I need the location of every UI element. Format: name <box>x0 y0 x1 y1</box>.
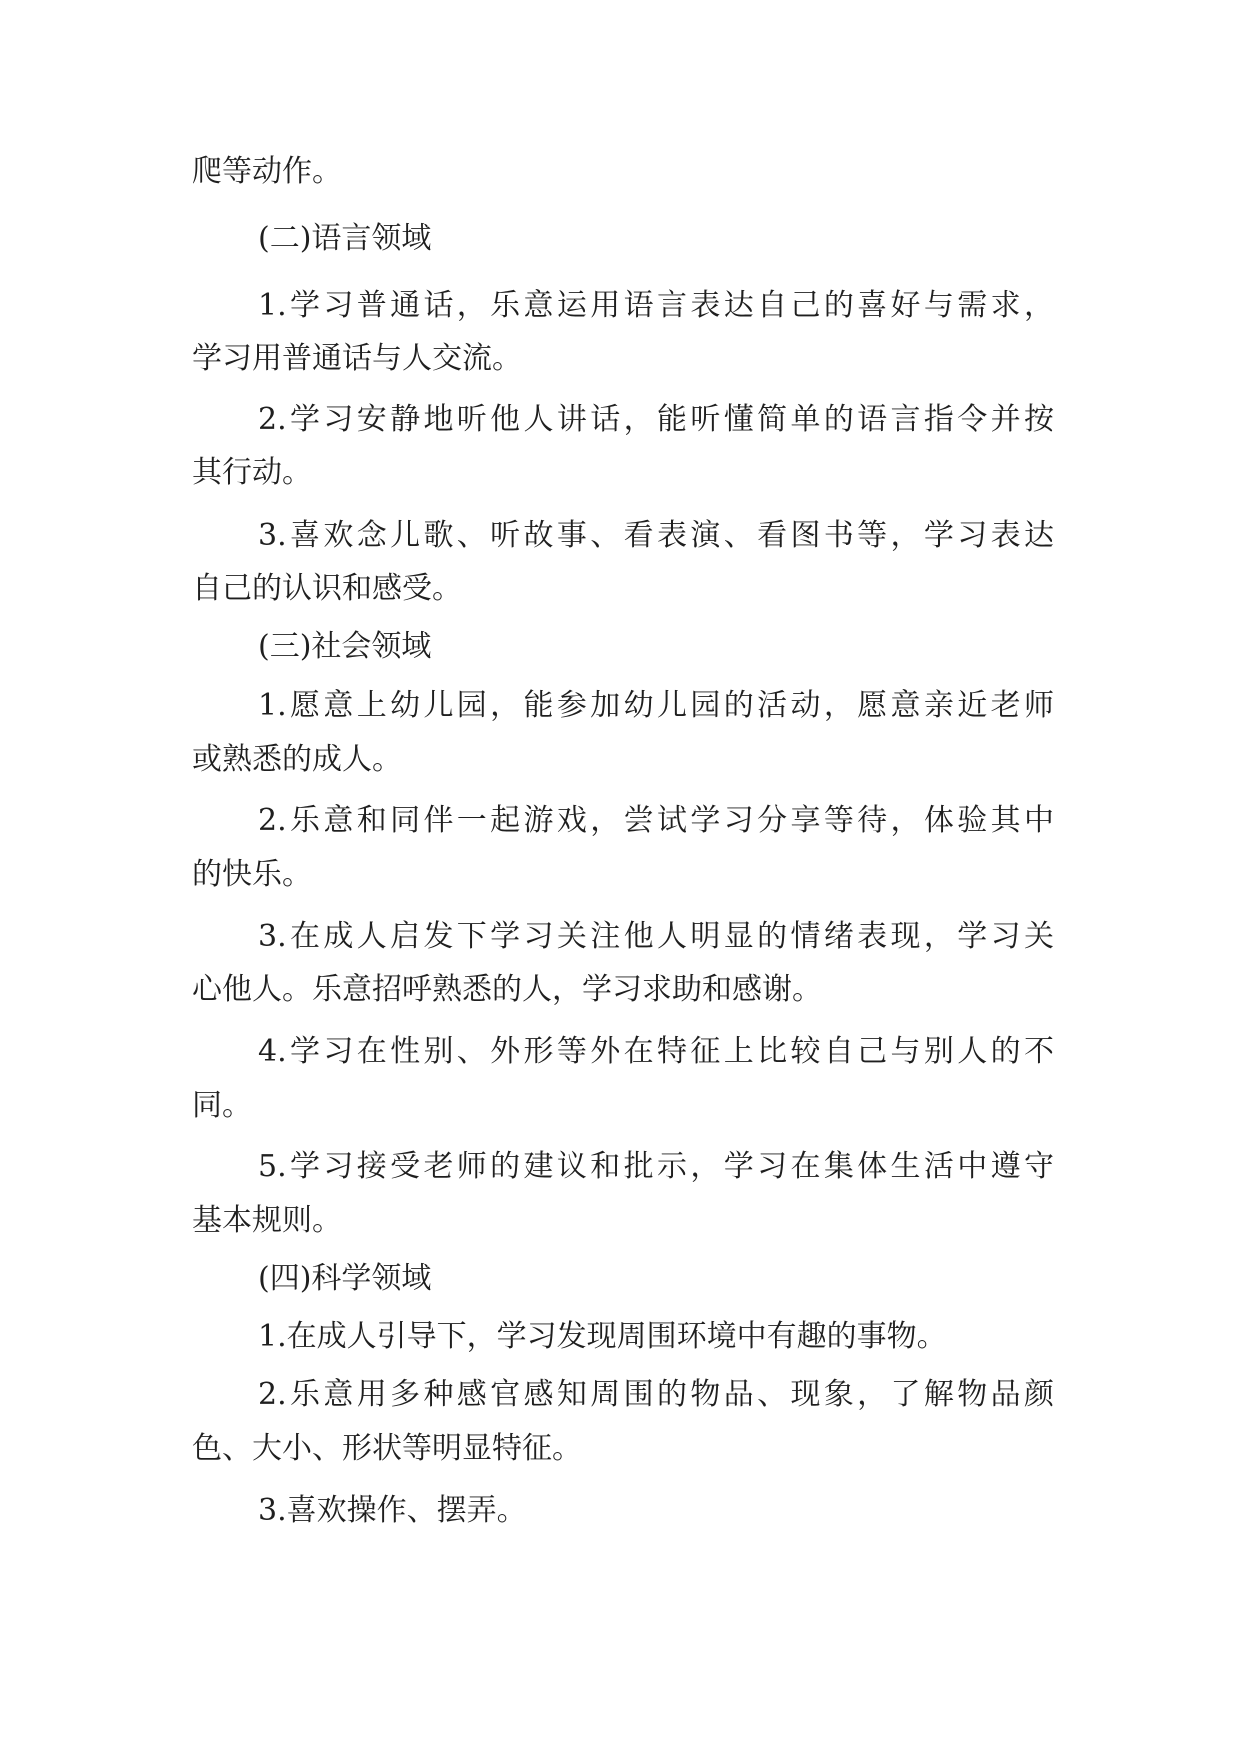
text-line: 色、大小、形状等明显特征。 <box>192 1431 582 1466</box>
text-line: 3.喜欢念儿歌、听故事、看表演、看图书等，学习表达 <box>258 518 1054 553</box>
text-line: 其行动。 <box>192 455 312 490</box>
text-line: 2.乐意和同伴一起游戏，尝试学习分享等待，体验其中 <box>258 803 1054 838</box>
text-line: 1.在成人引导下，学习发现周围环境中有趣的事物。 <box>258 1319 947 1354</box>
section-heading: (三)社会领域 <box>258 629 432 664</box>
text-line: 3.在成人启发下学习关注他人明显的情绪表现，学习关 <box>258 919 1054 954</box>
text-line: 1.愿意上幼儿园，能参加幼儿园的活动，愿意亲近老师 <box>258 688 1054 723</box>
text-line: 基本规则。 <box>192 1203 342 1238</box>
text-line: 的快乐。 <box>192 857 312 892</box>
text-line: 或熟悉的成人。 <box>192 742 402 777</box>
text-line: 3.喜欢操作、摆弄。 <box>258 1493 527 1528</box>
section-heading: (四)科学领域 <box>258 1261 432 1296</box>
text-line: 5.学习接受老师的建议和批示，学习在集体生活中遵守 <box>258 1149 1054 1184</box>
text-line: 爬等动作。 <box>192 154 342 189</box>
text-line: 4.学习在性别、外形等外在特征上比较自己与别人的不 <box>258 1034 1054 1069</box>
text-line: 心他人。乐意招呼熟悉的人，学习求助和感谢。 <box>192 972 822 1007</box>
text-line: 2.学习安静地听他人讲话，能听懂简单的语言指令并按 <box>258 402 1054 437</box>
text-line: 1.学习普通话，乐意运用语言表达自己的喜好与需求， <box>258 288 1054 323</box>
section-heading: (二)语言领域 <box>258 221 432 256</box>
text-line: 自己的认识和感受。 <box>192 571 462 606</box>
text-line: 2.乐意用多种感官感知周围的物品、现象，了解物品颜 <box>258 1377 1054 1412</box>
text-line: 同。 <box>192 1088 252 1123</box>
text-line: 学习用普通话与人交流。 <box>192 341 522 376</box>
